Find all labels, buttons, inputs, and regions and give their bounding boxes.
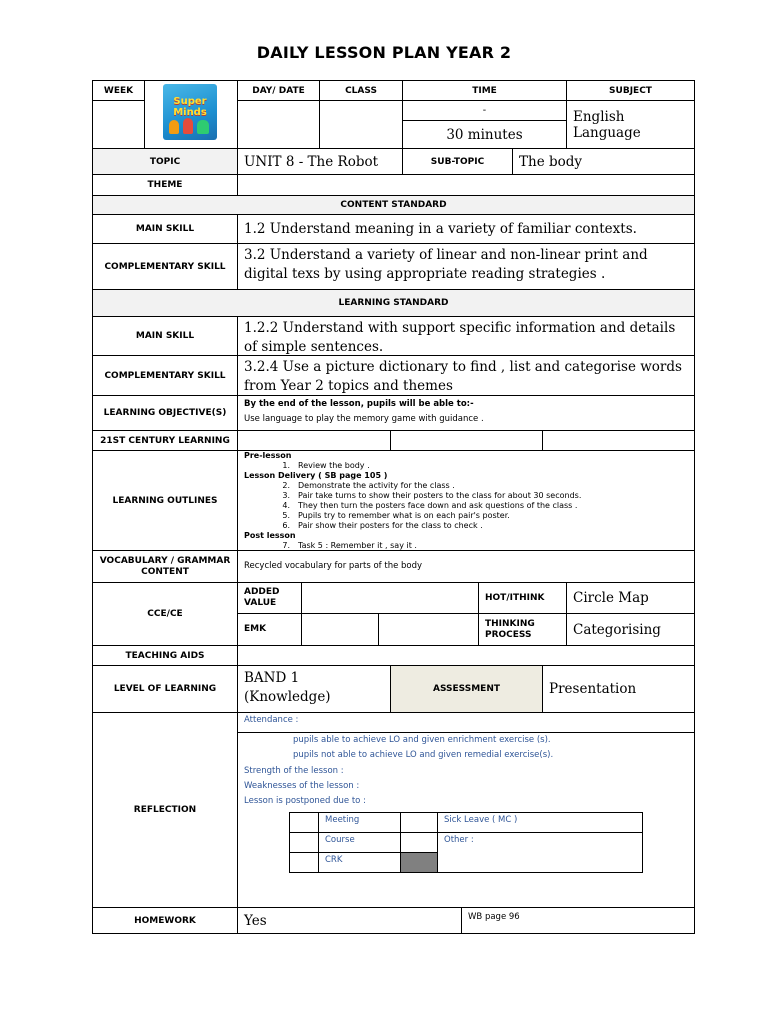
topic-label: TOPIC (92, 148, 238, 175)
course-checkbox[interactable] (289, 832, 319, 853)
vocabulary-value: Recycled vocabulary for parts of the body (237, 550, 695, 583)
crk-label: CRK (325, 855, 343, 865)
week-value (92, 100, 145, 149)
ls-complementary-value: 3.2.4 Use a picture dictionary to find , list and categorise words from Year 2 topics and themes (237, 355, 695, 396)
added-value-label: ADDED VALUE (237, 582, 302, 614)
outline-item: 3. Pair take turns to show their posters to the class for about 30 seconds. (282, 491, 582, 500)
learning-outlines-label: LEARNING OUTLINES (92, 450, 238, 551)
other-checkbox[interactable] (400, 832, 438, 853)
theme-value (237, 174, 695, 196)
postponed-text: Lesson is postponed due to : (244, 796, 366, 806)
reflection-label: REFLECTION (92, 712, 238, 908)
pre-lesson-heading: Pre-lesson (244, 451, 292, 460)
strength-text: Strength of the lesson : (244, 766, 344, 776)
outline-item: 7. Task 5 : Remember it , say it . (282, 541, 417, 550)
learning-objective-box (237, 395, 695, 431)
cs-complementary-label: COMPLEMENTARY SKILL (92, 243, 238, 290)
band-text: BAND 1 (244, 670, 300, 686)
theme-label: THEME (92, 174, 238, 196)
learning-outlines-box (237, 450, 695, 551)
hot-ithink-label: HOT/ITHINK (478, 582, 567, 614)
day-date-value (237, 100, 320, 149)
21st-century-cell-1 (237, 430, 391, 451)
topic-value: UNIT 8 - The Robot (237, 148, 403, 175)
logo-kid-icon (197, 120, 209, 134)
emk-value-2 (378, 613, 479, 646)
attendance-row (237, 712, 695, 733)
logo-text: Super Minds (173, 96, 207, 118)
weakness-text: Weaknesses of the lesson : (244, 781, 360, 791)
sub-topic-label: SUB-TOPIC (402, 148, 513, 175)
ls-main-skill-label: MAIN SKILL (92, 316, 238, 356)
crk-checkbox[interactable] (289, 852, 319, 873)
remedial-text: pupils not able to achieve LO and given remedial exercise(s). (293, 750, 554, 760)
content-standard-heading: CONTENT STANDARD (92, 195, 695, 215)
enrichment-text: pupils able to achieve LO and given enrichment exercise (s). (293, 735, 551, 745)
21st-century-label: 21ST CENTURY LEARNING (92, 430, 238, 451)
outline-item: 1. Review the body . (282, 461, 370, 470)
learning-objective-label: LEARNING OBJECTIVE(S) (92, 395, 238, 431)
shaded-cell (400, 852, 438, 873)
logo-kid-icon (169, 120, 179, 134)
day-date-label: DAY/ DATE (237, 80, 320, 101)
outline-item: 2. Demonstrate the activity for the class . (282, 481, 455, 490)
super-minds-logo (163, 84, 217, 140)
ls-complementary-label: COMPLEMENTARY SKILL (92, 355, 238, 396)
week-label: WEEK (92, 80, 145, 101)
sub-topic-value: The body (512, 148, 695, 175)
outline-item: 5. Pupils try to remember what is on each pair's poster. (282, 511, 510, 520)
level-of-learning-value (237, 665, 391, 713)
meeting-checkbox[interactable] (289, 812, 319, 833)
attendance-text: Attendance : (244, 715, 299, 725)
assessment-label: ASSESSMENT (390, 665, 543, 713)
21st-century-cell-3 (542, 430, 695, 451)
added-value-value (301, 582, 479, 614)
hot-ithink-value: Circle Map (566, 582, 695, 614)
cs-main-skill-value: 1.2 Understand meaning in a variety of familiar contexts. (237, 214, 695, 244)
emk-label: EMK (237, 613, 302, 646)
subject-label: SUBJECT (566, 80, 695, 101)
other-label: Other : (444, 835, 474, 845)
thinking-process-label: THINKING PROCESS (478, 613, 567, 646)
time-label: TIME (402, 80, 567, 101)
homework-label: HOMEWORK (92, 907, 238, 934)
teaching-aids-value (237, 645, 695, 666)
cs-complementary-value: 3.2 Understand a variety of linear and non-linear print and digital texs by using appropriate reading strategies . (237, 243, 695, 290)
outline-item: 4. They then turn the posters face down and ask questions of the class . (282, 501, 578, 510)
logo-kid-icon (183, 118, 193, 134)
level-of-learning-label: LEVEL OF LEARNING (92, 665, 238, 713)
class-label: CLASS (319, 80, 403, 101)
ls-main-skill-value: 1.2.2 Understand with support specific information and details of simple sentences. (237, 316, 695, 356)
meeting-label: Meeting (325, 815, 360, 825)
post-lesson-heading: Post lesson (244, 531, 296, 540)
outline-item: 6. Pair show their posters for the class to check . (282, 521, 483, 530)
band-desc: (Knowledge) (244, 689, 331, 705)
vocabulary-label: VOCABULARY / GRAMMAR CONTENT (92, 550, 238, 583)
objective-text: Use language to play the memory game with guidance . (244, 414, 484, 424)
time-top: - (402, 100, 567, 121)
cs-main-skill-label: MAIN SKILL (92, 214, 238, 244)
thinking-process-value: Categorising (566, 613, 695, 646)
subject-value: English Language (566, 100, 695, 149)
sick-leave-label: Sick Leave ( MC ) (444, 815, 518, 825)
page-title: DAILY LESSON PLAN YEAR 2 (256, 43, 512, 62)
homework-value: Yes (237, 907, 462, 934)
course-label: Course (325, 835, 355, 845)
lesson-delivery-heading: Lesson Delivery ( SB page 105 ) (244, 471, 388, 480)
21st-century-cell-2 (390, 430, 543, 451)
class-value (319, 100, 403, 149)
sick-leave-checkbox[interactable] (400, 812, 438, 833)
teaching-aids-label: TEACHING AIDS (92, 645, 238, 666)
homework-reference: WB page 96 (461, 907, 695, 934)
objective-intro: By the end of the lesson, pupils will be able to:- (244, 399, 474, 409)
cce-label: CCE/CE (92, 582, 238, 646)
time-value: 30 minutes (402, 120, 567, 149)
emk-value-1 (301, 613, 379, 646)
learning-standard-heading: LEARNING STANDARD (92, 289, 695, 317)
assessment-value: Presentation (542, 665, 695, 713)
